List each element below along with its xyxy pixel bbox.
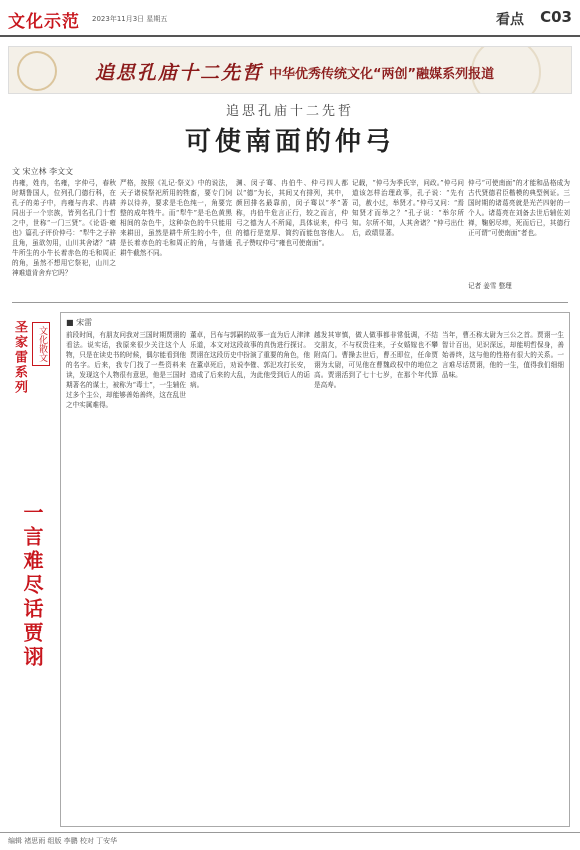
decorative-circle-icon: [17, 51, 57, 91]
article-column: 记载，“仲弓为季氏宰，问政。”仲弓问道该怎样治理政事，孔子说：“先有司，赦小过，举贤才。”仲弓又问：“焉知贤才而举之？”孔子说：“举尔所知。尔所不知，人其舍诸？”仲弓出仕后，政绩显著。: [352, 179, 464, 237]
article-column: 冉雍，姓冉，名雍，字仲弓，春秋时期鲁国人，位列孔门德行科，在孔子的弟子中，冉雍与冉求、冉耕同出于一个宗族，皆列名孔门十哲之中，世称“一门三贤”。《论语·雍也》篇孔子评价仲弓：“犁牛之子骍且角，虽欲勿用，山川其舍诸？”耕牛所生的小牛长着赤色的毛和周正的角，虽然不想用它祭祀，山川之神难道肯舍弃它吗？: [12, 179, 116, 277]
article-column: 渊、闵子骞、冉伯牛、仲弓四人都以“德”为长，其间又有排列，其中，颜回排名最靠前，闵子骞以“孝”著称，冉伯牛危言正行，较之而言，仲弓之德为人不所闻，具体说来，仲弓的德行是宽厚、简约而能包容他人。孔子赞叹仲弓“雍也可使南面”。: [236, 179, 348, 247]
footer-rule: [0, 832, 580, 833]
essay-sidebar: [8, 312, 56, 832]
masthead-rule: [0, 35, 580, 37]
footer-credits: 编辑 褚思雨 组版 李鹏 校对 丁安华: [8, 837, 118, 845]
headline: [0, 96, 580, 157]
newspaper-logo: 文化示范: [8, 12, 80, 32]
headline-title: 可使南面的仲弓: [184, 127, 395, 157]
headline-kicker: 追思孔庙十二先哲: [225, 104, 354, 119]
category-tag: 文化散文: [32, 322, 50, 366]
article-column: 仲弓“可使南面”的才能和品格成为古代贤德君臣楷模的典型例证。三国时期的诸葛亮就是光芒四射的一个人。诸葛亮在刘备去世后辅佐刘禅，鞠躬尽瘁，死而后已，其德行正可谓“可使南面”者也。: [468, 179, 570, 237]
essay-title: 一言难尽话贾诩: [20, 502, 44, 670]
article-column: 严格，按照《礼记·祭义》中的说法，天子诸侯祭祀所用的牲畜，要专门饲养以待养，要求是毛色纯一，角要完整的成年牲牛。而“犁牛”是毛色黄黑相间的杂色牛，这种杂色的牛只能用来耕田，虽然是耕牛所生的小牛，但是长着赤色的毛和周正的角，与普通耕牛截然不同。: [120, 179, 232, 257]
masthead: [0, 0, 580, 42]
section-divider: [12, 302, 568, 303]
series-banner: [8, 46, 572, 94]
banner-column-title: 追思孔庙十二先哲: [95, 62, 264, 84]
essay-author: ■ 宋雷: [66, 318, 93, 327]
essay-column: 董卓，吕布与郭嗣的故事一直为后人津津乐道，本文对这段故事的真伪进行探讨。贾诩在这段历史中扮演了重要的角色，他在董卓死后，劝说李傕、郭汜攻打长安，造成了后来的大乱，为此他受到后人的诟病。: [190, 331, 310, 389]
page-number: C03: [540, 8, 572, 26]
essay-column: 前段时间，有朋友问我对三国时期贾诩的看法。说实话，我原来很少关注这个人物，只是在读史书的时候，偶尔能看到他的名字。后来，我专门找了一些资料来读，发现这个人物很有意思，他是三国时期著名的谋士，被称为“毒士”，一生辅佐过多个主公，却能够善始善终，这在乱世之中实属难得。: [66, 331, 186, 409]
reporter-credit: 记者 姜雪 整理: [468, 282, 512, 290]
series-label: 圣家雷系列: [12, 320, 27, 395]
byline: 文 宋立林 李文文: [12, 167, 74, 176]
issue-date: 2023年11月3日 星期五: [92, 15, 168, 23]
essay-column: 越发其审慎，做人做事都非常低调，不结交朋友，不与权贵往来，子女婚嫁也不攀附高门。曹操去世后，曹丕即位，任命贾诩为太尉，可见他在曹魏政权中的地位之高。贾诩活到了七十七岁，在那个年代算是高寿。: [314, 331, 438, 389]
section-name: 看点: [496, 12, 524, 28]
banner-subtitle: 中华优秀传统文化“两创”融媒系列报道: [269, 67, 495, 82]
essay-column: 当年，曹丕称太尉为三公之首。贾诩一生智计百出，见识深远，却能明哲保身，善始善终，这与他的性格有很大的关系。一言难尽话贾诩，他的一生，值得我们细细品味。: [442, 331, 564, 379]
